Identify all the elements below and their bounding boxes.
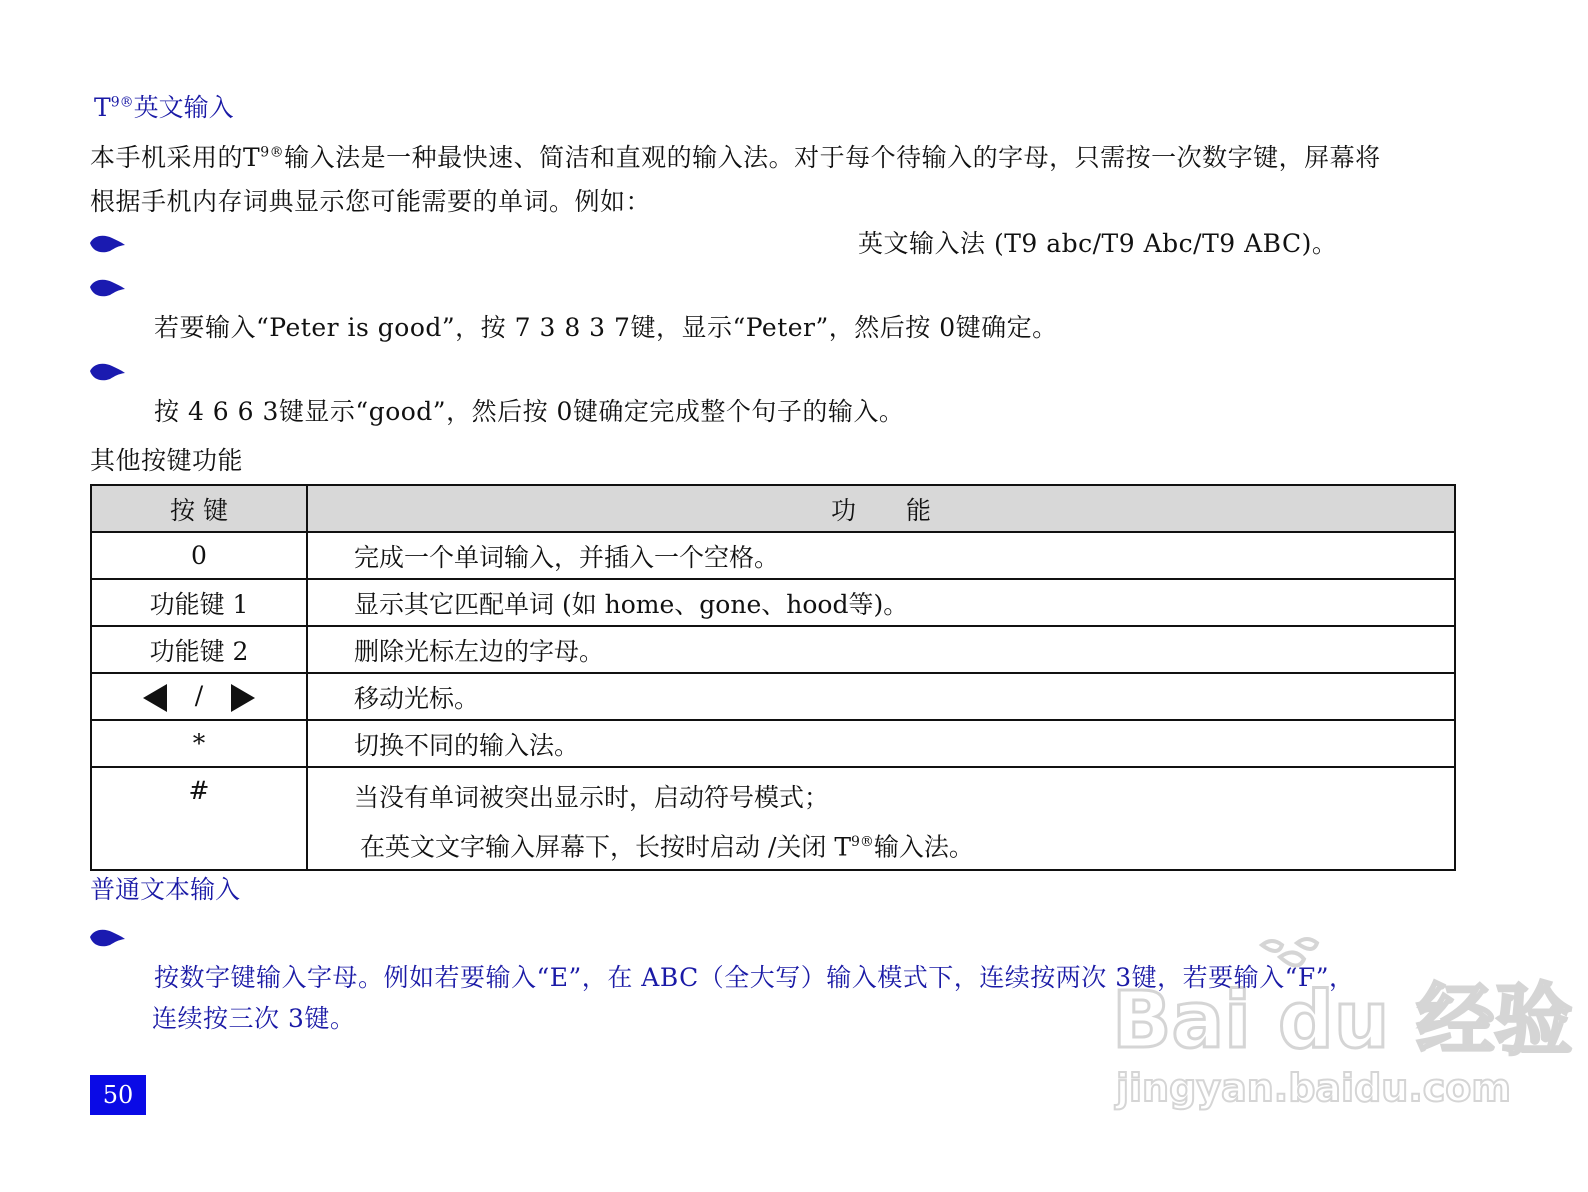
intro-line-1 xyxy=(90,138,1381,174)
bullet-text-3: 按 4 6 6 3键显示“good”，然后按 0键确定完成整个句子的输入。 xyxy=(154,397,905,426)
other-keys-title: 其他按键功能 xyxy=(90,446,244,475)
func-cell: 移动光标。 xyxy=(307,673,1455,720)
table-header-row xyxy=(91,485,1455,532)
section-heading-normal-text: 普通文本输入 xyxy=(90,875,241,904)
table-row xyxy=(91,532,1455,579)
func-line2-b: 输入法。 xyxy=(873,832,974,862)
section-heading-t9 xyxy=(94,88,234,124)
intro-line1-a: 本手机采用的T xyxy=(90,143,261,172)
bullet-icon xyxy=(88,927,126,949)
heading-suffix: 英文输入 xyxy=(133,93,234,122)
key-cell: 功能键 1 xyxy=(91,579,307,626)
section2-para-line-1: 按数字键输入字母。例如若要输入“E”，在 ABC（全大写）输入模式下，连续按两次 3键，若要输入“F”， xyxy=(154,963,1355,992)
table-row xyxy=(91,673,1455,720)
watermark-url-text: jingyan.baidu.com xyxy=(1116,1066,1511,1110)
key-cell: * xyxy=(91,720,307,767)
intro-line1-b: 输入法是一种最快速、简洁和直观的输入法。对于每个待输入的字母，只需按一次数字键，屏幕将 xyxy=(284,143,1381,172)
heading-prefix: T xyxy=(94,93,111,122)
watermark-brand-text: Bai du 经验 xyxy=(1112,976,1573,1066)
right-arrow-icon xyxy=(231,684,255,712)
bullet-icon xyxy=(88,277,126,299)
key-cell: # xyxy=(91,767,307,870)
key-function-table xyxy=(90,484,1456,871)
key-cell-arrows xyxy=(91,673,307,720)
func-cell: 删除光标左边的字母。 xyxy=(307,626,1455,673)
func-cell-multiline xyxy=(307,767,1455,870)
bullet-icon xyxy=(88,233,126,255)
header-func: 功 能 xyxy=(307,485,1455,532)
func-line2-sup: 9® xyxy=(851,834,874,850)
baidu-jingyan-watermark xyxy=(1112,935,1573,1115)
func-cell: 完成一个单词输入，并插入一个空格。 xyxy=(307,532,1455,579)
table-row xyxy=(91,626,1455,673)
section2-para-line-2: 连续按三次 3键。 xyxy=(152,1004,356,1033)
intro-line-2: 根据手机内存词典显示您可能需要的单词。例如： xyxy=(90,187,652,216)
trademark-sup: 9® xyxy=(110,94,134,111)
table-row xyxy=(91,720,1455,767)
arrow-separator: / xyxy=(194,681,204,711)
table-row xyxy=(91,767,1455,870)
func-line-1: 当没有单词被突出显示时，启动符号模式； xyxy=(354,783,830,812)
func-cell: 切换不同的输入法。 xyxy=(307,720,1455,767)
func-cell: 显示其它匹配单词 (如 home、gone、hood等)。 xyxy=(307,579,1455,626)
key-cell: 功能键 2 xyxy=(91,626,307,673)
func-line-2 xyxy=(354,820,1454,869)
key-cell: 0 xyxy=(91,532,307,579)
bullet-icon xyxy=(88,361,126,383)
intro-sup: 9® xyxy=(260,144,285,161)
page-number-badge: 50 xyxy=(90,1075,146,1115)
bullet-text-2: 若要输入“Peter is good”，按 7 3 8 3 7键，显示“Peter”，然后按 0键确定。 xyxy=(154,313,1058,342)
header-key: 按 键 xyxy=(91,485,307,532)
left-arrow-icon xyxy=(143,684,167,712)
table-row xyxy=(91,579,1455,626)
func-line2-a: 在英文文字输入屏幕下，长按时启动 /关闭 T xyxy=(360,832,851,862)
bullet-text-1: 英文输入法 (T9 abc/T9 Abc/T9 ABC)。 xyxy=(858,229,1338,258)
